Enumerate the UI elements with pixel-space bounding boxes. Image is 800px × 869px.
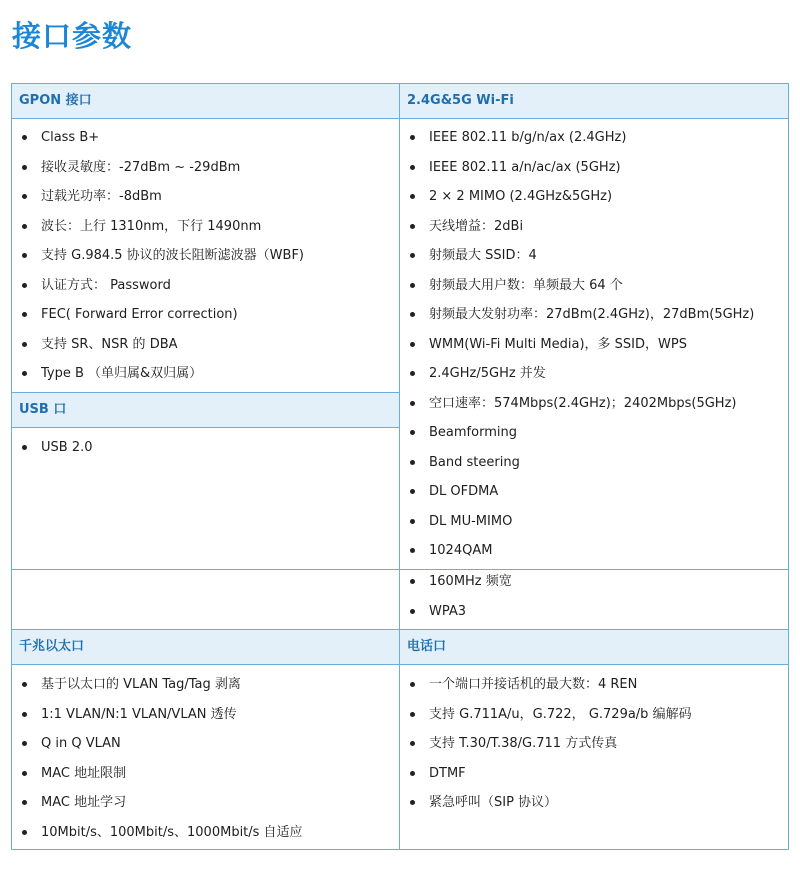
item-text: WMM(Wi-Fi Multi Media)，多 SSID，WPS bbox=[429, 336, 687, 352]
bullet-icon bbox=[410, 224, 415, 229]
bullet-icon bbox=[410, 342, 415, 347]
item-text: 射频最大用户数：单频最大 64 个 bbox=[429, 277, 623, 293]
item-text: 支持 SR、NSR 的 DBA bbox=[41, 336, 178, 352]
list-item bbox=[407, 700, 692, 730]
bullet-icon bbox=[410, 712, 415, 717]
list-item bbox=[19, 182, 304, 212]
bullet-icon bbox=[410, 253, 415, 258]
list-item bbox=[19, 271, 304, 301]
ethernet-header: 千兆以太口 bbox=[12, 630, 399, 664]
item-text: MAC 地址学习 bbox=[41, 795, 127, 810]
divider bbox=[12, 664, 788, 665]
bullet-icon bbox=[22, 224, 27, 229]
list-item bbox=[407, 670, 692, 700]
usb-list bbox=[19, 433, 93, 463]
list-item bbox=[407, 788, 692, 818]
item-text: Type B （单归属&双归属） bbox=[41, 366, 203, 381]
bullet-icon bbox=[410, 165, 415, 170]
list-item bbox=[407, 507, 754, 537]
list-item bbox=[407, 448, 754, 478]
bullet-icon bbox=[22, 371, 27, 376]
bullet-icon bbox=[22, 741, 27, 746]
item-text: 紧急呼叫（SIP 协议） bbox=[429, 795, 558, 810]
item-text: 160MHz 频宽 bbox=[429, 574, 512, 589]
item-text: 1:1 VLAN/N:1 VLAN/VLAN 透传 bbox=[41, 706, 237, 722]
list-item bbox=[19, 241, 304, 271]
list-item bbox=[19, 153, 304, 183]
item-text: 过载光功率：-8dBm bbox=[41, 189, 162, 204]
item-text: 基于以太口的 VLAN Tag/Tag 剥离 bbox=[41, 677, 241, 692]
bullet-icon bbox=[22, 342, 27, 347]
bullet-icon bbox=[410, 194, 415, 199]
spec-table bbox=[11, 83, 789, 850]
list-item bbox=[19, 759, 303, 789]
bullet-icon bbox=[410, 489, 415, 494]
list-item bbox=[19, 330, 304, 360]
divider bbox=[12, 569, 788, 570]
page-title: 接口参数 bbox=[12, 19, 133, 53]
bullet-icon bbox=[22, 445, 27, 450]
list-item bbox=[19, 818, 303, 848]
item-text: 支持 T.30/T.38/G.711 方式传真 bbox=[429, 736, 618, 751]
list-item bbox=[407, 330, 754, 360]
item-text: 天线增益：2dBi bbox=[429, 218, 524, 234]
item-text: 认证方式： Password bbox=[41, 277, 171, 293]
list-item bbox=[407, 241, 754, 271]
ethernet-list bbox=[19, 670, 303, 847]
wifi-cont-list bbox=[407, 567, 512, 626]
item-text: 2.4GHz/5GHz 并发 bbox=[429, 366, 546, 381]
bullet-icon bbox=[22, 682, 27, 687]
item-text: USB 2.0 bbox=[41, 440, 93, 455]
item-text: MAC 地址限制 bbox=[41, 765, 127, 781]
item-text: IEEE 802.11 b/g/n/ax (2.4GHz) bbox=[429, 130, 627, 145]
item-text: 1024QAM bbox=[429, 543, 493, 558]
list-item bbox=[407, 759, 692, 789]
divider bbox=[12, 118, 399, 119]
column-divider bbox=[399, 84, 400, 849]
item-text: 10Mbit/s、100Mbit/s、1000Mbit/s 自适应 bbox=[41, 824, 303, 840]
bullet-icon bbox=[410, 771, 415, 776]
divider bbox=[12, 427, 399, 428]
list-item bbox=[407, 567, 512, 597]
item-text: 支持 G.711A/u，G.722， G.729a/b 编解码 bbox=[429, 706, 692, 722]
bullet-icon bbox=[410, 800, 415, 805]
bullet-icon bbox=[410, 430, 415, 435]
item-text: DTMF bbox=[429, 765, 466, 781]
list-item bbox=[407, 418, 754, 448]
gpon-list bbox=[19, 123, 304, 389]
wifi-list bbox=[407, 123, 754, 566]
list-item bbox=[407, 536, 754, 566]
list-item bbox=[407, 729, 692, 759]
item-text: 2 × 2 MIMO (2.4GHz&5GHz) bbox=[429, 189, 613, 204]
list-item bbox=[19, 123, 304, 153]
item-text: 射频最大发射功率：27dBm(2.4GHz)，27dBm(5GHz) bbox=[429, 307, 755, 322]
list-item bbox=[407, 359, 754, 389]
bullet-icon bbox=[22, 194, 27, 199]
bullet-icon bbox=[410, 682, 415, 687]
wifi-header: 2.4G&5G Wi-Fi bbox=[400, 84, 788, 118]
bullet-icon bbox=[410, 519, 415, 524]
item-text: FEC( Forward Error correction) bbox=[41, 307, 238, 322]
item-text: 波长：上行 1310nm，下行 1490nm bbox=[41, 218, 262, 234]
phone-list bbox=[407, 670, 692, 818]
list-item bbox=[19, 300, 304, 330]
bullet-icon bbox=[410, 371, 415, 376]
item-text: DL MU-MIMO bbox=[429, 513, 513, 529]
bullet-icon bbox=[22, 283, 27, 288]
bullet-icon bbox=[22, 712, 27, 717]
bullet-icon bbox=[22, 800, 27, 805]
list-item bbox=[407, 123, 754, 153]
item-text: 支持 G.984.5 协议的波长阻断滤波器（WBF) bbox=[41, 248, 305, 263]
usb-header: USB 口 bbox=[12, 393, 399, 427]
gpon-header: GPON 接口 bbox=[12, 84, 399, 118]
list-item bbox=[19, 729, 303, 759]
list-item bbox=[407, 477, 754, 507]
list-item bbox=[19, 788, 303, 818]
list-item bbox=[19, 359, 304, 389]
list-item bbox=[19, 212, 304, 242]
list-item bbox=[407, 389, 754, 419]
phone-header: 电话口 bbox=[400, 630, 788, 664]
list-item bbox=[19, 670, 303, 700]
bullet-icon bbox=[22, 771, 27, 776]
item-text: Beamforming bbox=[429, 425, 517, 440]
bullet-icon bbox=[410, 741, 415, 746]
divider bbox=[400, 118, 788, 119]
list-item bbox=[19, 700, 303, 730]
item-text: 空口速率：574Mbps(2.4GHz)；2402Mbps(5GHz) bbox=[429, 395, 737, 411]
bullet-icon bbox=[410, 283, 415, 288]
bullet-icon bbox=[410, 401, 415, 406]
item-text: DL OFDMA bbox=[429, 484, 499, 499]
list-item bbox=[407, 597, 512, 627]
bullet-icon bbox=[410, 135, 415, 140]
item-text: WPA3 bbox=[429, 603, 467, 619]
bullet-icon bbox=[22, 253, 27, 258]
bullet-icon bbox=[22, 312, 27, 317]
list-item bbox=[407, 153, 754, 183]
item-text: 射频最大 SSID：4 bbox=[429, 248, 537, 263]
item-text: Band steering bbox=[429, 454, 520, 470]
list-item bbox=[407, 271, 754, 301]
item-text: Q in Q VLAN bbox=[41, 736, 121, 751]
bullet-icon bbox=[22, 135, 27, 140]
bullet-icon bbox=[410, 460, 415, 465]
bullet-icon bbox=[410, 312, 415, 317]
list-item bbox=[407, 300, 754, 330]
item-text: Class B+ bbox=[41, 130, 100, 145]
item-text: 一个端口并接话机的最大数：4 REN bbox=[429, 677, 638, 692]
bullet-icon bbox=[410, 548, 415, 553]
item-text: 接收灵敏度：-27dBm ~ -29dBm bbox=[41, 159, 241, 175]
bullet-icon bbox=[410, 609, 415, 614]
list-item bbox=[407, 182, 754, 212]
item-text: IEEE 802.11 a/n/ac/ax (5GHz) bbox=[429, 159, 621, 175]
bullet-icon bbox=[22, 830, 27, 835]
list-item bbox=[407, 212, 754, 242]
bullet-icon bbox=[410, 579, 415, 584]
bullet-icon bbox=[22, 165, 27, 170]
list-item bbox=[19, 433, 93, 463]
